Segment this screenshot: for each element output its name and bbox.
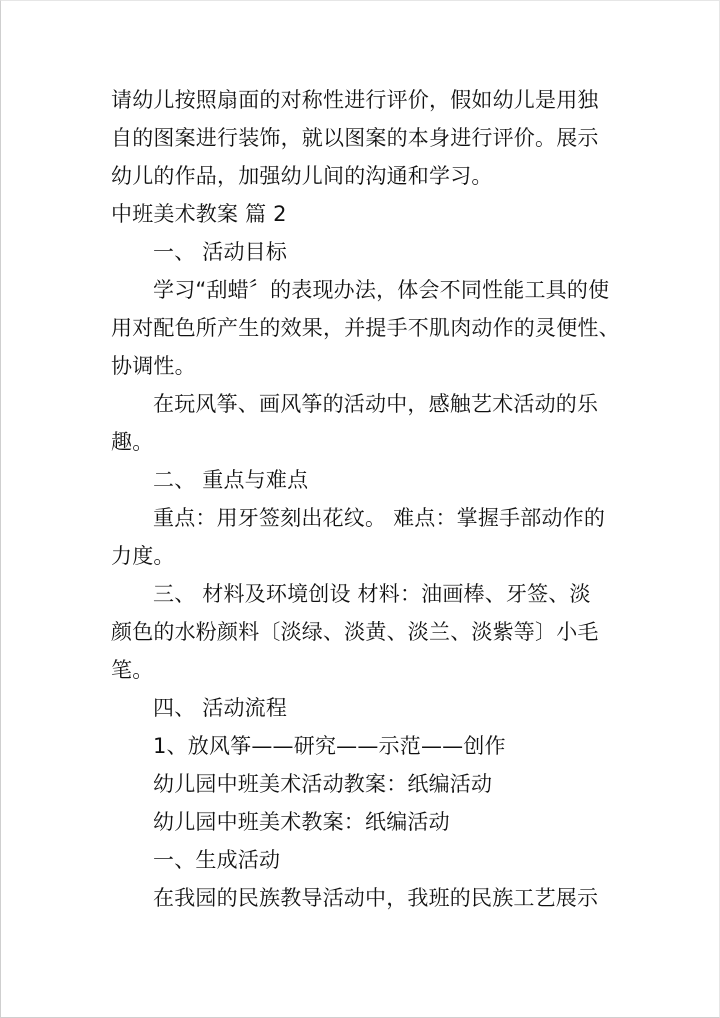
- subsection-heading: 二、 重点与难点: [153, 468, 309, 492]
- text-line: 在玩风筝、画风筝的活动中，感触艺术活动的乐: [153, 392, 599, 416]
- text-line: 幼儿的作品，加强幼儿间的沟通和学习。: [111, 164, 493, 188]
- text-line: 用对配色所产生的效果，并提手不肌肉动作的灵便性、: [111, 316, 620, 340]
- text-line: 趣。: [111, 430, 154, 454]
- text-line: 在我园的民族教导活动中，我班的民族工艺展示: [153, 886, 599, 910]
- text-line: 幼儿园中班美术活动教案：纸编活动: [153, 772, 493, 796]
- text-line: 请幼儿按照扇面的对称性进行评价，假如幼儿是用独: [111, 88, 599, 112]
- text-line: 幼儿园中班美术教案：纸编活动: [153, 810, 450, 834]
- document-body: [111, 81, 620, 917]
- text-line: 自的图案进行装饰，就以图案的本身进行评价。展示: [111, 126, 599, 150]
- text-line: 力度。: [111, 544, 175, 568]
- text-line: 重点：用牙签刻出花纹。 难点：掌握手部动作的: [153, 506, 606, 530]
- text-line: 协调性。: [111, 354, 196, 378]
- subsection-heading: 三、 材料及环境创设 材料：油画棒、牙签、淡: [153, 582, 591, 606]
- section-heading: 中班美术教案 篇 2: [111, 202, 287, 226]
- subsection-heading: 一、生成活动: [153, 848, 281, 872]
- text-line: 1、放风筝——研究——示范——创作: [153, 734, 506, 758]
- text-line: 笔。: [111, 658, 154, 682]
- text-line: 颜色的水粉颜料〔淡绿、淡黄、淡兰、淡紫等〕小毛: [111, 620, 599, 644]
- subsection-heading: 一、 活动目标: [153, 240, 288, 264]
- text-line: 学习“刮蜡〞的表现办法，体会不同性能工具的使: [153, 278, 610, 302]
- subsection-heading: 四、 活动流程: [153, 696, 288, 720]
